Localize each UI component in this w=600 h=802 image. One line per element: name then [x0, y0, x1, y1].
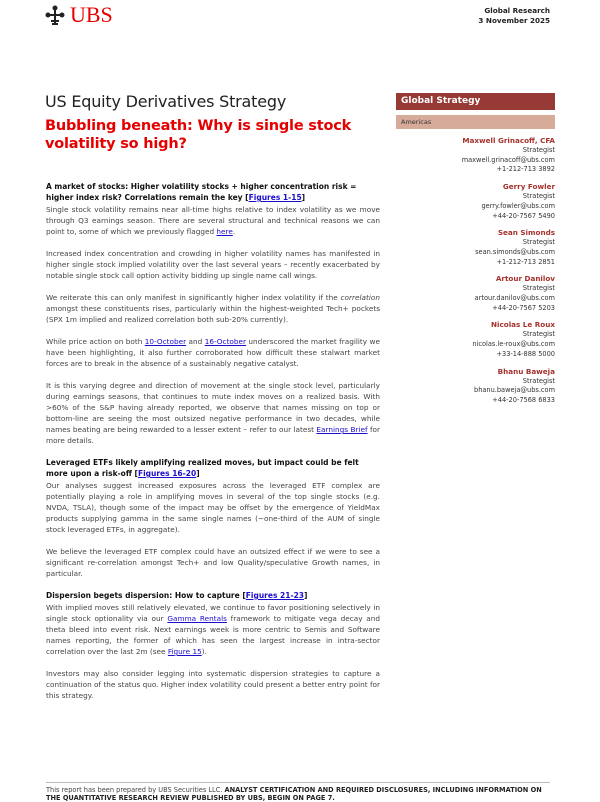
analyst-card [396, 320, 555, 359]
sidebar-band: Global Strategy [396, 93, 555, 110]
text: and [186, 337, 205, 346]
analyst-phone: +44-20-7567 5490 [492, 211, 555, 220]
analyst-email[interactable]: gerry.fowler@ubs.com [481, 201, 555, 210]
paragraph: We believe the leveraged ETF complex could have an outsized effect if we were to see a significant re-correlation amongst Tech+ and low Quality/speculative Growth names, in particular. [46, 547, 380, 578]
analyst-phone: +44-20-7567 5203 [492, 303, 555, 312]
analyst-name: Bhanu Baweja [497, 366, 555, 376]
analyst-list [396, 136, 555, 406]
heading-text: Dispersion begets dispersion: How to capture [ [46, 591, 246, 600]
heading-text: Leveraged ETFs likely amplifying realized moves, but impact could be felt more upon a risk-off [ [46, 458, 359, 478]
ubs-logo [44, 4, 113, 26]
page-title: US Equity Derivatives Strategy [45, 92, 287, 111]
earnings-brief-link[interactable]: Earnings Brief [316, 425, 368, 434]
analyst-role: Strategist [522, 376, 555, 385]
gamma-rentals-link[interactable]: Gamma Rentals [167, 614, 227, 623]
text: We reiterate this can only manifest in significantly higher index volatility if the [46, 293, 341, 302]
paragraph [46, 292, 380, 325]
footer-bold-text: ANALYST CERTIFICATION AND REQUIRED DISCLOSURES, INCLUDING INFORMATION ON THE QUANTITATIVE RESEARCH REVIEW PUBLISHED BY UBS, BEGIN ON PAGE 7. [46, 786, 542, 802]
text: Single stock volatility remains near all-time highs relative to index volatility as we move through Q3 earnings season. There are several structural and technical reasons we can point to, some of which we previously flagged [46, 205, 380, 236]
october-16-link[interactable]: 16-October [204, 337, 247, 346]
analyst-phone: +44-20-7568 6833 [492, 395, 555, 404]
paragraph: Investors may also consider legging into systematic dispersion strategies to capture a continuation of the status quo. Higher index volatility could present a better entry point for this strategy. [46, 669, 380, 700]
paragraph [46, 336, 380, 369]
report-meta [478, 6, 550, 26]
paragraph [46, 380, 380, 446]
brand-wordmark: UBS [70, 2, 113, 27]
main-content [46, 181, 380, 712]
analyst-role: Strategist [522, 330, 555, 339]
analyst-phone: +1-212-713 3892 [496, 165, 555, 174]
figures-link[interactable]: Figures 21-23 [245, 591, 305, 600]
paragraph [46, 204, 380, 237]
text: for more details. [46, 425, 381, 445]
text: With implied moves still relatively elevated, we continue to favor positioning selectively in single stock optionality via our [46, 603, 380, 623]
text: . [232, 227, 236, 236]
figure-15-link[interactable]: Figure 15 [167, 647, 202, 656]
analyst-name: Gerry Fowler [502, 182, 555, 192]
analyst-email[interactable]: maxwell.grinacoff@ubs.com [461, 155, 555, 164]
section-heading [46, 590, 380, 601]
analyst-role: Strategist [522, 192, 555, 201]
footer-divider [46, 782, 550, 783]
analyst-card [396, 182, 555, 221]
analyst-name: Maxwell Grinacoff, CFA [462, 136, 555, 145]
analyst-card [396, 136, 555, 175]
analyst-phone: +33-14-888 5000 [496, 349, 555, 358]
text: It is this varying degree and direction of movement at the single stock level, particularly during earnings seasons, that continues to mute index moves on a realized basis. With >60% of the S&P having already reported, we observe that names missing on top or bottom-line are seeing the most outsized negative performance in two decades, while names beating are being rewarded to a lesser extent – refer to our latest [46, 381, 380, 434]
research-label: Global Research [484, 6, 550, 15]
section-heading [46, 457, 380, 479]
emphasis: correlation [340, 293, 380, 302]
keys-icon [44, 4, 66, 26]
analyst-email[interactable]: artour.danilov@ubs.com [474, 294, 555, 303]
analyst-role: Strategist [522, 146, 555, 154]
analyst-role: Strategist [522, 238, 555, 247]
text: framework to mitigate vega decay and theta bleed into event risk. Next earnings week is more centric to Semis and Software names reporting, the former of which has seen the largest increase in intra-sector correlation over the last 2m (see [46, 614, 381, 656]
analyst-email[interactable]: sean.simonds@ubs.com [475, 247, 555, 256]
paragraph: Our analyses suggest increased exposures across the leveraged ETF complex are potentially playing a role in amplifying moves in several of the top single stocks (e.g. NVDA, TSLA), though some of the impact may be offset by the emergence of YieldMax products supplying gamma in the same single names (~one-third of the AUM of single stock leveraged ETFs, in aggregate). [46, 481, 380, 534]
analyst-name: Nicolas Le Roux [491, 320, 555, 330]
heading-text: ] [304, 591, 308, 600]
text: ). [201, 647, 207, 656]
analyst-name: Artour Danilov [495, 274, 555, 284]
report-date: 3 November 2025 [478, 16, 550, 25]
heading-text: A market of stocks: Higher volatility stocks + higher concentration risk = higher index risk? Correlations remain the key [ [46, 182, 357, 202]
heading-text: ] [196, 469, 200, 478]
text: amongst these constituents rises, particularly within the highest-weighted Tech+ pockets (SPX 1m implied and realized correlation both sub-20% currently). [46, 304, 380, 324]
paragraph: Increased index concentration and crowding in higher volatility names has manifested in higher single stock implied volatility over the last several years – recently exacerbated by notable single stock call option activity bidding up single name call wings. [46, 249, 380, 280]
sidebar [396, 93, 555, 406]
text: underscored the market fragility we have been highlighting, it also further corroborated how difficult these stalwart market forces are to break in the absence of a sustainably negative catalyst. [46, 337, 380, 368]
figures-link[interactable]: Figures 1-15 [248, 193, 302, 202]
analyst-card [396, 228, 555, 267]
figures-link[interactable]: Figures 16-20 [137, 469, 197, 478]
text: While price action on both [46, 337, 145, 346]
analyst-name: Sean Simonds [497, 228, 555, 238]
page-subtitle: Bubbling beneath: Why is single stock volatility so high? [45, 118, 352, 152]
october-10-link[interactable]: 10-October [144, 337, 187, 346]
analyst-email[interactable]: bhanu.baweja@ubs.com [474, 386, 555, 395]
heading-text: ] [301, 193, 306, 202]
analyst-role: Strategist [522, 284, 555, 293]
footer-text: This report has been prepared by UBS Securities LLC. [46, 786, 225, 794]
analyst-card [396, 274, 555, 313]
section-heading [46, 181, 380, 203]
analyst-card [396, 367, 555, 406]
analyst-phone: +1-212-713 2851 [496, 257, 555, 266]
analyst-email[interactable]: nicolas.le-roux@ubs.com [472, 340, 555, 349]
paragraph [46, 602, 380, 657]
sidebar-region: Americas [396, 115, 555, 129]
here-link[interactable]: here [216, 227, 233, 236]
